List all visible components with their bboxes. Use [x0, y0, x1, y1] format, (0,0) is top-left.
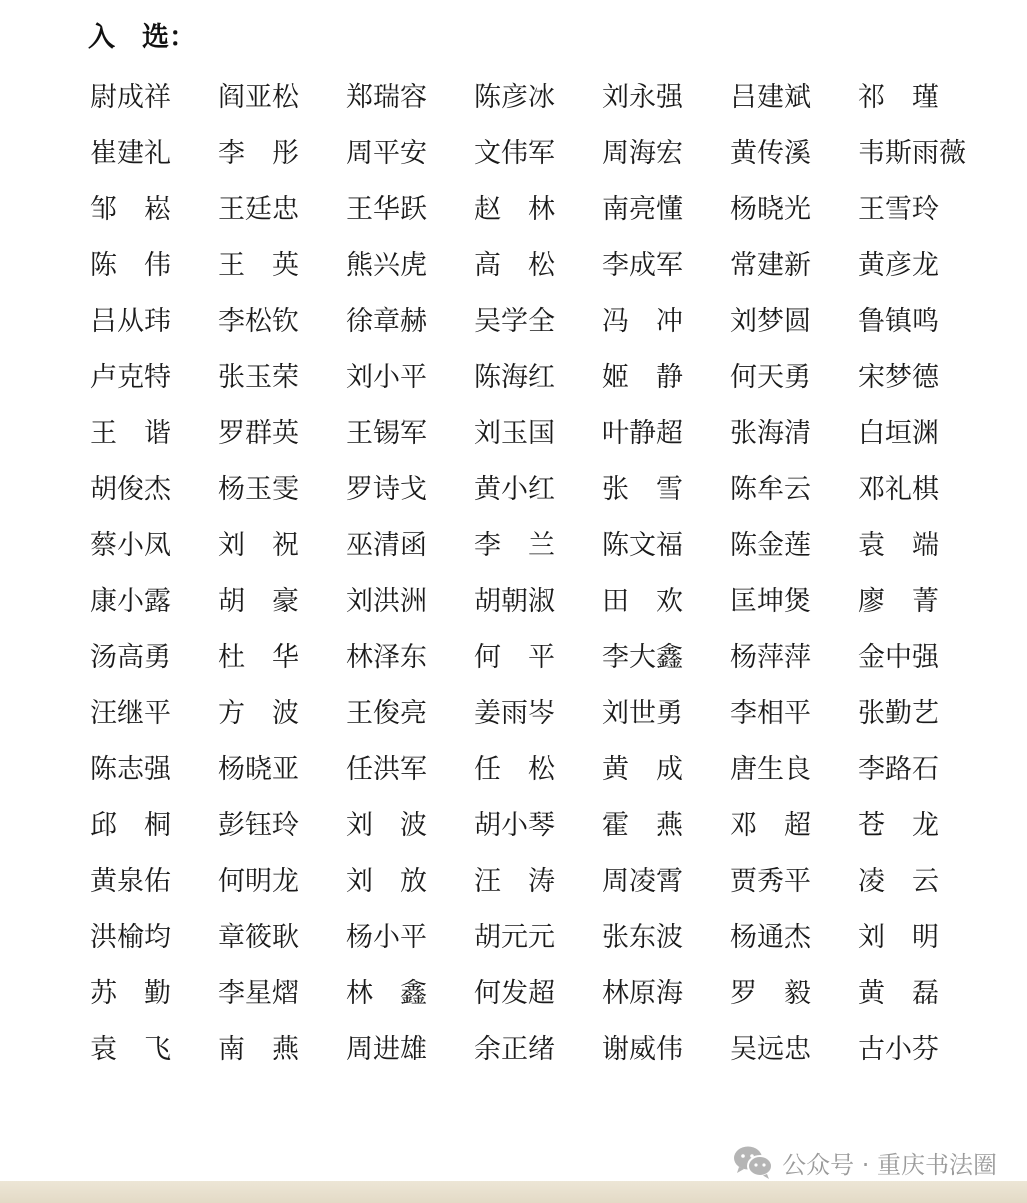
name-entry: 祁 瑾	[858, 82, 939, 113]
name-entry: 汪继平	[90, 698, 171, 729]
name-row	[90, 686, 990, 742]
name-row	[90, 70, 990, 126]
name-entry: 凌 云	[858, 866, 939, 897]
name-entry: 彭钰玲	[218, 810, 299, 841]
name-entry: 方 波	[218, 698, 299, 729]
name-entry: 谢威伟	[602, 1034, 683, 1065]
name-entry: 罗诗戈	[346, 474, 427, 505]
name-entry: 贾秀平	[730, 866, 811, 897]
name-entry: 刘梦圆	[730, 306, 811, 337]
name-entry: 杨萍萍	[730, 642, 811, 673]
name-row	[90, 350, 990, 406]
name-entry: 苏 勤	[90, 978, 171, 1009]
name-entry: 杨通杰	[730, 922, 811, 953]
name-entry: 李成军	[602, 250, 683, 281]
name-entry: 何 平	[474, 642, 555, 673]
name-entry: 王俊亮	[346, 698, 427, 729]
name-entry: 卢克特	[90, 362, 171, 393]
name-entry: 胡 豪	[218, 586, 299, 617]
name-entry: 刘小平	[346, 362, 427, 393]
name-entry: 陈志强	[90, 754, 171, 785]
name-entry: 蔡小凤	[90, 530, 171, 561]
name-entry: 刘 祝	[218, 530, 299, 561]
name-entry: 洪榆均	[90, 922, 171, 953]
name-row	[90, 910, 990, 966]
name-entry: 南亮懂	[602, 194, 683, 225]
name-entry: 张东波	[602, 922, 683, 953]
name-entry: 杨晓光	[730, 194, 811, 225]
name-entry: 古小芬	[858, 1034, 939, 1065]
name-entry: 李 兰	[474, 530, 555, 561]
name-entry: 张海清	[730, 418, 811, 449]
name-row	[90, 966, 990, 1022]
name-entry: 郑瑞容	[346, 82, 427, 113]
name-row	[90, 798, 990, 854]
name-entry: 邹 崧	[90, 194, 171, 225]
name-entry: 刘世勇	[602, 698, 683, 729]
name-entry: 南 燕	[218, 1034, 299, 1065]
name-row	[90, 854, 990, 910]
name-entry: 胡小琴	[474, 810, 555, 841]
name-entry: 黄 成	[602, 754, 683, 785]
footer-band	[0, 1181, 1027, 1203]
name-entry: 赵 林	[474, 194, 555, 225]
name-entry: 黄 磊	[858, 978, 939, 1009]
name-row	[90, 742, 990, 798]
name-entry: 黄彦龙	[858, 250, 939, 281]
name-entry: 霍 燕	[602, 810, 683, 841]
name-entry: 崔建礼	[90, 138, 171, 169]
name-entry: 徐章赫	[346, 306, 427, 337]
name-entry: 廖 菁	[858, 586, 939, 617]
name-entry: 陈文福	[602, 530, 683, 561]
name-entry: 胡元元	[474, 922, 555, 953]
name-entry: 李松钦	[218, 306, 299, 337]
name-entry: 王 英	[218, 250, 299, 281]
name-entry: 张 雪	[602, 474, 683, 505]
watermark	[732, 1142, 997, 1182]
name-entry: 陈牟云	[730, 474, 811, 505]
name-entry: 章筱耿	[218, 922, 299, 953]
section-heading: 入 选：	[88, 22, 196, 53]
name-entry: 刘洪洲	[346, 586, 427, 617]
name-entry: 叶静超	[602, 418, 683, 449]
name-entry: 张玉荣	[218, 362, 299, 393]
name-entry: 邱 桐	[90, 810, 171, 841]
name-entry: 张勤艺	[858, 698, 939, 729]
name-entry: 鲁镇鸣	[858, 306, 939, 337]
name-entry: 汤高勇	[90, 642, 171, 673]
name-entry: 胡朝淑	[474, 586, 555, 617]
name-entry: 王锡军	[346, 418, 427, 449]
name-row	[90, 182, 990, 238]
name-entry: 刘 放	[346, 866, 427, 897]
name-entry: 吕建斌	[730, 82, 811, 113]
name-entry: 李大鑫	[602, 642, 683, 673]
name-entry: 李 彤	[218, 138, 299, 169]
name-entry: 林 鑫	[346, 978, 427, 1009]
name-entry: 匡坤煲	[730, 586, 811, 617]
name-grid	[90, 70, 990, 1078]
wechat-icon	[732, 1144, 774, 1180]
name-entry: 杨晓亚	[218, 754, 299, 785]
name-entry: 常建新	[730, 250, 811, 281]
name-entry: 何明龙	[218, 866, 299, 897]
name-entry: 姬 静	[602, 362, 683, 393]
name-entry: 李相平	[730, 698, 811, 729]
name-entry: 冯 冲	[602, 306, 683, 337]
name-entry: 韦斯雨薇	[858, 138, 966, 169]
name-entry: 何发超	[474, 978, 555, 1009]
name-entry: 王华跃	[346, 194, 427, 225]
name-row	[90, 518, 990, 574]
name-entry: 刘 明	[858, 922, 939, 953]
name-entry: 王廷忠	[218, 194, 299, 225]
name-entry: 熊兴虎	[346, 250, 427, 281]
name-entry: 林泽东	[346, 642, 427, 673]
name-entry: 林原海	[602, 978, 683, 1009]
name-entry: 刘永强	[602, 82, 683, 113]
name-entry: 尉成祥	[90, 82, 171, 113]
name-entry: 陈彦冰	[474, 82, 555, 113]
name-entry: 李路石	[858, 754, 939, 785]
name-entry: 罗 毅	[730, 978, 811, 1009]
name-entry: 白垣渊	[858, 418, 939, 449]
name-entry: 阎亚松	[218, 82, 299, 113]
name-entry: 李星熠	[218, 978, 299, 1009]
name-entry: 宋梦德	[858, 362, 939, 393]
name-entry: 周进雄	[346, 1034, 427, 1065]
name-entry: 吴远忠	[730, 1034, 811, 1065]
name-row	[90, 406, 990, 462]
name-row	[90, 462, 990, 518]
name-row	[90, 1022, 990, 1078]
name-entry: 何天勇	[730, 362, 811, 393]
name-entry: 康小露	[90, 586, 171, 617]
name-entry: 周凌霄	[602, 866, 683, 897]
name-entry: 陈海红	[474, 362, 555, 393]
name-entry: 巫清函	[346, 530, 427, 561]
name-entry: 余正绪	[474, 1034, 555, 1065]
name-entry: 姜雨岑	[474, 698, 555, 729]
name-entry: 邓 超	[730, 810, 811, 841]
name-entry: 田 欢	[602, 586, 683, 617]
name-entry: 胡俊杰	[90, 474, 171, 505]
name-entry: 陈 伟	[90, 250, 171, 281]
name-entry: 袁 飞	[90, 1034, 171, 1065]
name-entry: 王 谐	[90, 418, 171, 449]
name-row	[90, 294, 990, 350]
name-entry: 杨小平	[346, 922, 427, 953]
name-row	[90, 126, 990, 182]
name-row	[90, 574, 990, 630]
name-entry: 黄传溪	[730, 138, 811, 169]
name-entry: 杜 华	[218, 642, 299, 673]
name-entry: 吕从玮	[90, 306, 171, 337]
name-entry: 王雪玲	[858, 194, 939, 225]
name-entry: 文伟军	[474, 138, 555, 169]
name-entry: 杨玉雯	[218, 474, 299, 505]
name-entry: 黄小红	[474, 474, 555, 505]
name-entry: 金中强	[858, 642, 939, 673]
name-entry: 任 松	[474, 754, 555, 785]
watermark-text: 公众号 · 重庆书法圈	[782, 1150, 997, 1179]
name-entry: 周海宏	[602, 138, 683, 169]
name-entry: 罗群英	[218, 418, 299, 449]
name-entry: 陈金莲	[730, 530, 811, 561]
name-entry: 周平安	[346, 138, 427, 169]
name-entry: 刘 波	[346, 810, 427, 841]
name-row	[90, 238, 990, 294]
name-row	[90, 630, 990, 686]
name-entry: 邓礼棋	[858, 474, 939, 505]
name-entry: 苍 龙	[858, 810, 939, 841]
name-entry: 唐生良	[730, 754, 811, 785]
name-entry: 刘玉国	[474, 418, 555, 449]
name-entry: 袁 端	[858, 530, 939, 561]
name-entry: 汪 涛	[474, 866, 555, 897]
name-entry: 吴学全	[474, 306, 555, 337]
name-entry: 高 松	[474, 250, 555, 281]
name-entry: 任洪军	[346, 754, 427, 785]
name-entry: 黄泉佑	[90, 866, 171, 897]
